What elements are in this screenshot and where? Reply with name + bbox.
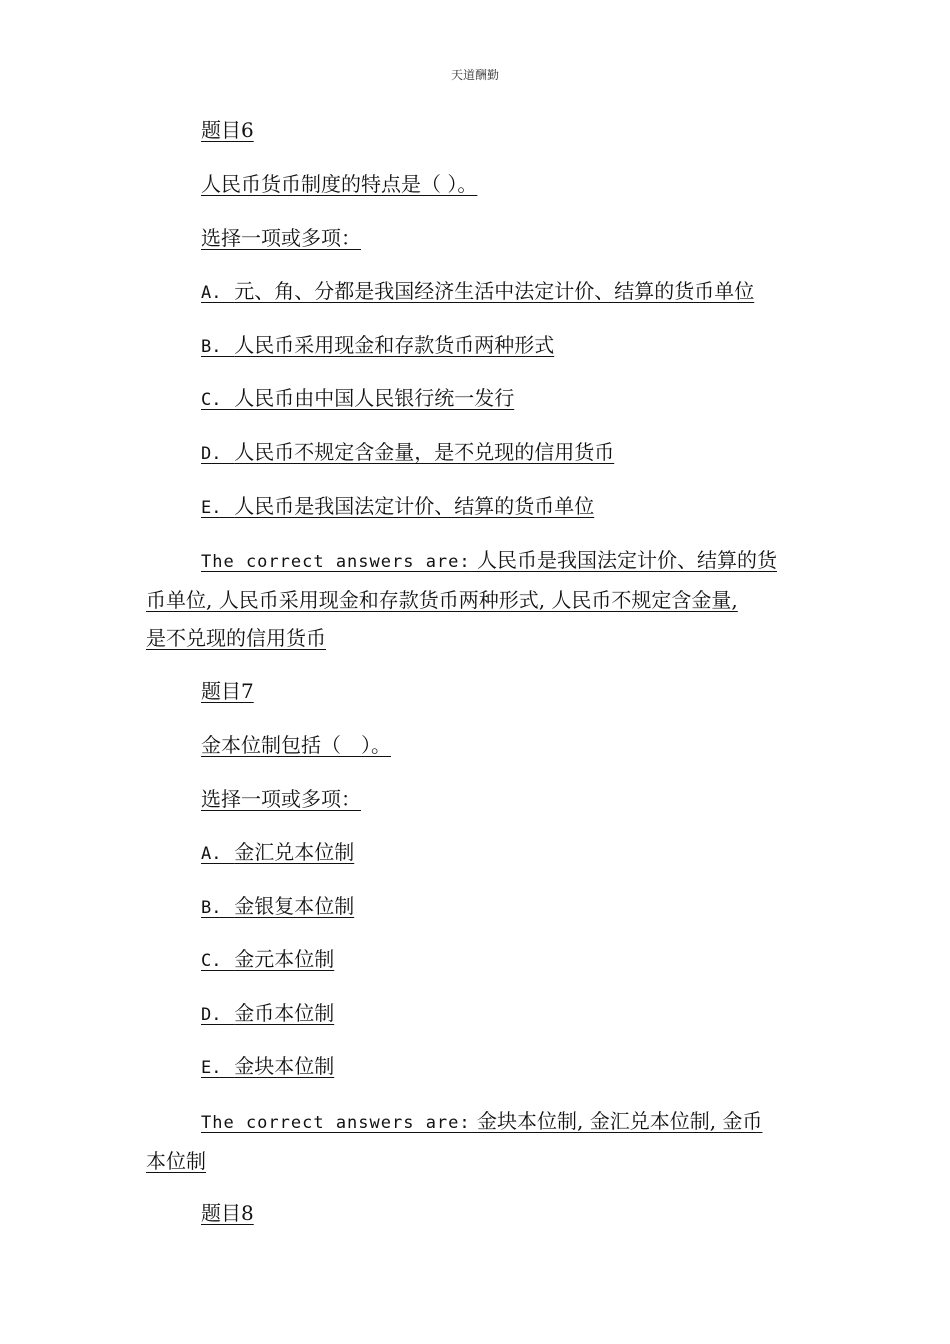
page-header: 天道酬勤 xyxy=(450,68,499,82)
question-8-title: 题目8 xyxy=(201,1201,254,1225)
question-6-title: 题目6 xyxy=(201,118,254,142)
question-6-instruction: 选择一项或多项： xyxy=(201,226,361,250)
question-6-option-d: D. 人民币不规定含金量，是不兑现的信用货币 xyxy=(201,440,615,464)
question-7-title: 题目7 xyxy=(201,679,254,703)
question-7-instruction: 选择一项或多项： xyxy=(201,787,361,811)
question-7-option-a: A. 金汇兑本位制 xyxy=(201,840,355,864)
question-6-answer: The correct answers are: 人民币是我国法定计价、结算的货 币单位, 人民币采用现金和存款货币两种形式, 人民币不规定含金量, 是不兑现的信用货币 xyxy=(146,548,777,650)
question-6-option-a: A. 元、角、分都是我国经济生活中法定计价、结算的货币单位 xyxy=(201,279,755,303)
question-7-answer: The correct answers are: 金块本位制, 金汇兑本位制, 金币 本位制 xyxy=(146,1109,763,1173)
question-6-option-c: C. 人民币由中国人民银行统一发行 xyxy=(201,386,515,410)
question-7-option-e: E. 金块本位制 xyxy=(201,1054,335,1078)
question-6-text: 人民币货币制度的特点是（ ）。 xyxy=(201,172,478,196)
question-7-text: 金本位制包括（ ）。 xyxy=(201,733,391,757)
question-6-option-e: E. 人民币是我国法定计价、结算的货币单位 xyxy=(201,494,595,518)
question-7-option-c: C. 金元本位制 xyxy=(201,947,335,971)
question-7-option-b: B. 金银复本位制 xyxy=(201,894,355,918)
question-7-option-d: D. 金币本位制 xyxy=(201,1001,335,1025)
question-6-option-b: B. 人民币采用现金和存款货币两种形式 xyxy=(201,333,555,357)
